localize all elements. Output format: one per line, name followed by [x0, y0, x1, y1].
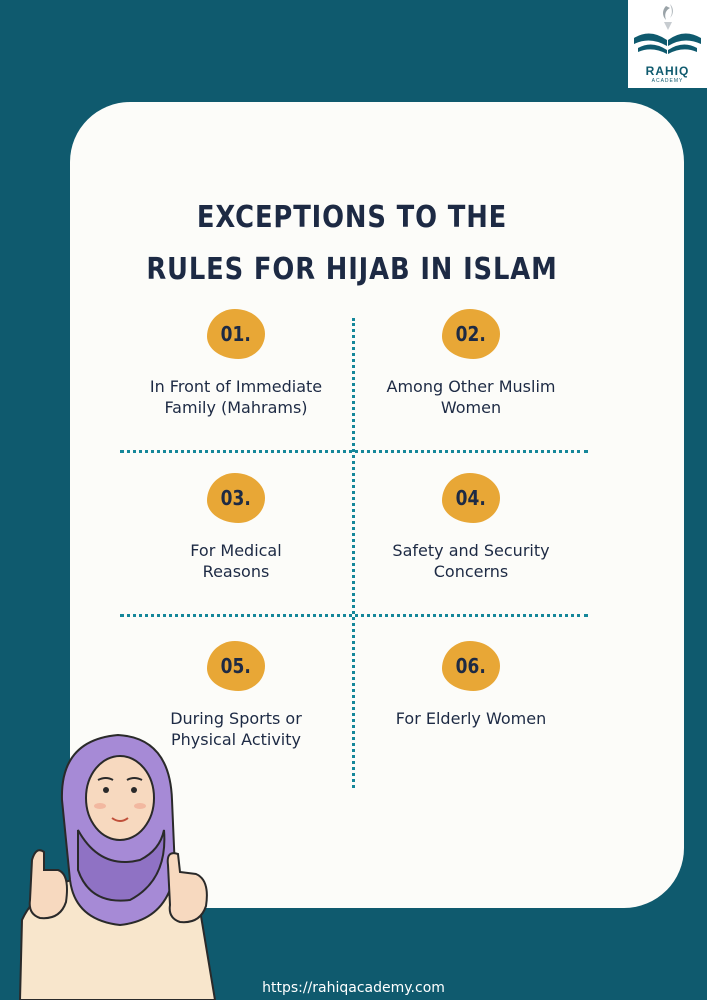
exception-item-4: [361, 473, 581, 582]
exception-label: Among Other Muslim Women: [386, 377, 556, 417]
exception-label: In Front of Immediate Family (Mahrams): [149, 377, 323, 417]
page-title: [109, 192, 594, 296]
exception-item-6: [361, 641, 581, 729]
exception-label: Safety and Security Concerns: [392, 541, 550, 581]
horizontal-divider-1: [120, 450, 588, 453]
logo-name: RAHIQ: [645, 64, 690, 78]
number-badge: 05.: [207, 641, 265, 691]
woman-thumbs-up-illustration: [0, 730, 240, 1000]
horizontal-divider-2: [120, 614, 588, 617]
number-badge: 03.: [207, 473, 265, 523]
exception-label: For Medical Reasons: [190, 541, 282, 581]
exception-item-1: [126, 309, 346, 418]
title-line-2: RULES FOR HIJAB IN ISLAM: [146, 252, 558, 287]
number-badge: 02.: [442, 309, 500, 359]
website-url[interactable]: https://rahiqacademy.com: [262, 980, 445, 996]
exception-item-2: [361, 309, 581, 418]
number-badge: 01.: [207, 309, 265, 359]
exception-label: For Elderly Women: [395, 709, 547, 728]
exception-label: During Sports or Physical Activity: [170, 709, 302, 749]
open-book-icon: [628, 0, 707, 64]
number-badge: 04.: [442, 473, 500, 523]
number-badge: 06.: [442, 641, 500, 691]
vertical-divider: [352, 318, 355, 788]
exception-item-3: [126, 473, 346, 582]
rahiq-academy-logo: [628, 0, 707, 88]
title-line-1: EXCEPTIONS TO THE: [196, 200, 508, 235]
logo-subtitle: ACADEMY: [651, 78, 684, 84]
